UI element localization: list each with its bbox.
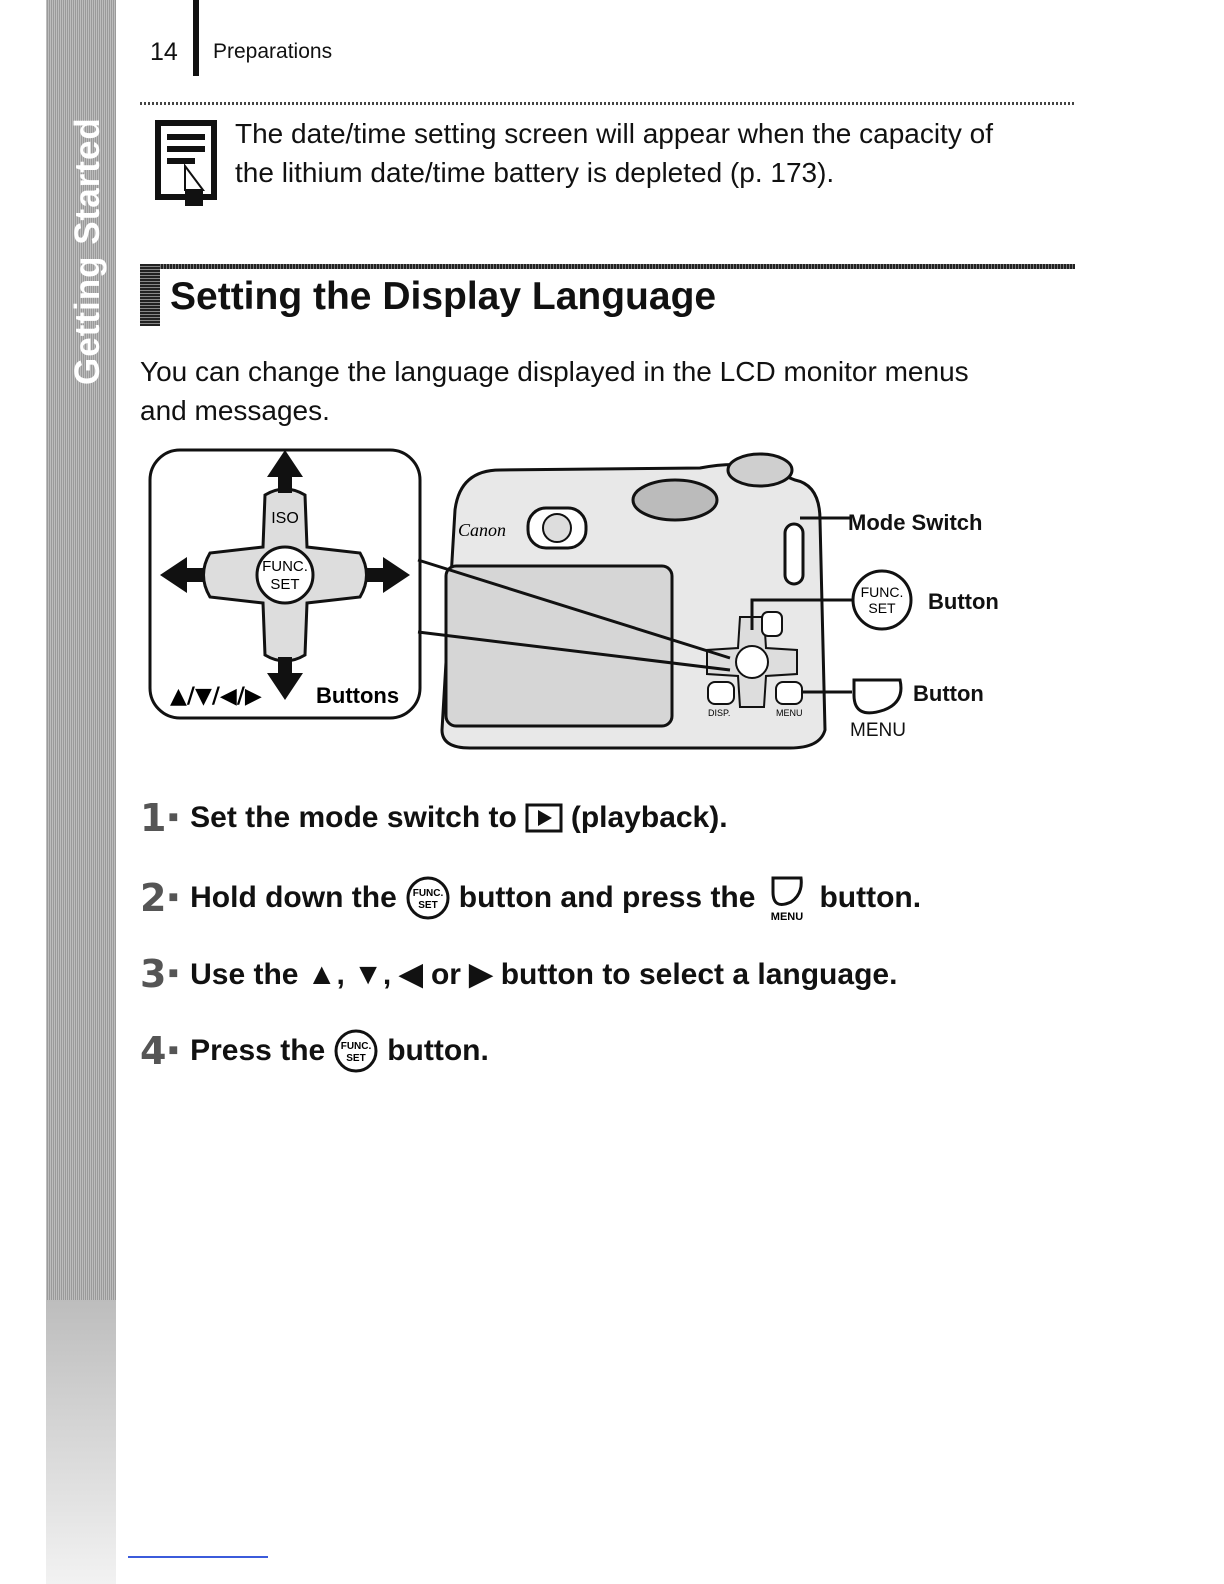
header-section: Preparations [213,40,333,63]
svg-text:SET: SET [270,576,300,593]
memo-icon [155,120,217,206]
menu-button-icon [854,680,901,713]
func-button-label: Button [928,589,999,614]
section-marker [140,264,160,326]
svg-text:SET: SET [418,900,438,911]
svg-text:Canon: Canon [458,520,507,540]
svg-text:ISO: ISO [271,510,299,527]
chapter-label: Getting Started [68,117,107,385]
mode-switch-label: Mode Switch [848,510,983,535]
camera-illustration [140,440,1040,750]
svg-text:SET: SET [346,1053,366,1064]
func-set-button-icon [405,875,451,921]
step-3: 3 ■ Use the ▲, ▼, ◀ or ▶ button to select a language. [140,952,898,996]
header-divider [193,0,199,76]
svg-text:MENU: MENU [776,708,803,718]
svg-text:Buttons: Buttons [316,683,400,708]
section-title: Setting the Display Language [170,275,717,318]
step-2: 2 ■ Hold down the FUNC. SET button and press the MENU button. [140,872,921,924]
intro-text: You can change the language displayed in the LCD monitor menus and messages. [140,356,969,426]
svg-text:SET: SET [868,600,896,616]
section-rule [140,264,1075,269]
svg-text:FUNC.: FUNC. [340,1041,372,1052]
lcd-monitor [446,566,672,726]
svg-text:FUNC.: FUNC. [412,888,444,899]
step-4: 4 ■ Press the FUNC. SET button. [140,1029,489,1073]
note-text: The date/time setting screen will appear when the capacity of the lithium date/time battery is depleted (p. 173). [235,118,993,188]
svg-text:FUNC.: FUNC. [860,584,904,600]
footer-line [128,1556,268,1558]
menu-button-label: Button [913,681,984,706]
menu-button-icon [763,872,811,924]
svg-text:FUNC.: FUNC. [262,558,308,575]
step-1: 1 ■ Set the mode switch to (playback). [140,796,728,840]
svg-text:▲/▼/◀/▶: ▲/▼/◀/▶ [170,684,262,709]
page-number: 14 [150,38,178,66]
dotted-rule [140,102,1075,105]
playback-icon [525,803,563,833]
menu-caption: MENU [850,720,906,741]
func-set-button-icon [333,1028,379,1074]
svg-text:DISP.: DISP. [708,708,731,718]
mode-switch [785,524,803,584]
svg-text:MENU: MENU [771,911,804,923]
